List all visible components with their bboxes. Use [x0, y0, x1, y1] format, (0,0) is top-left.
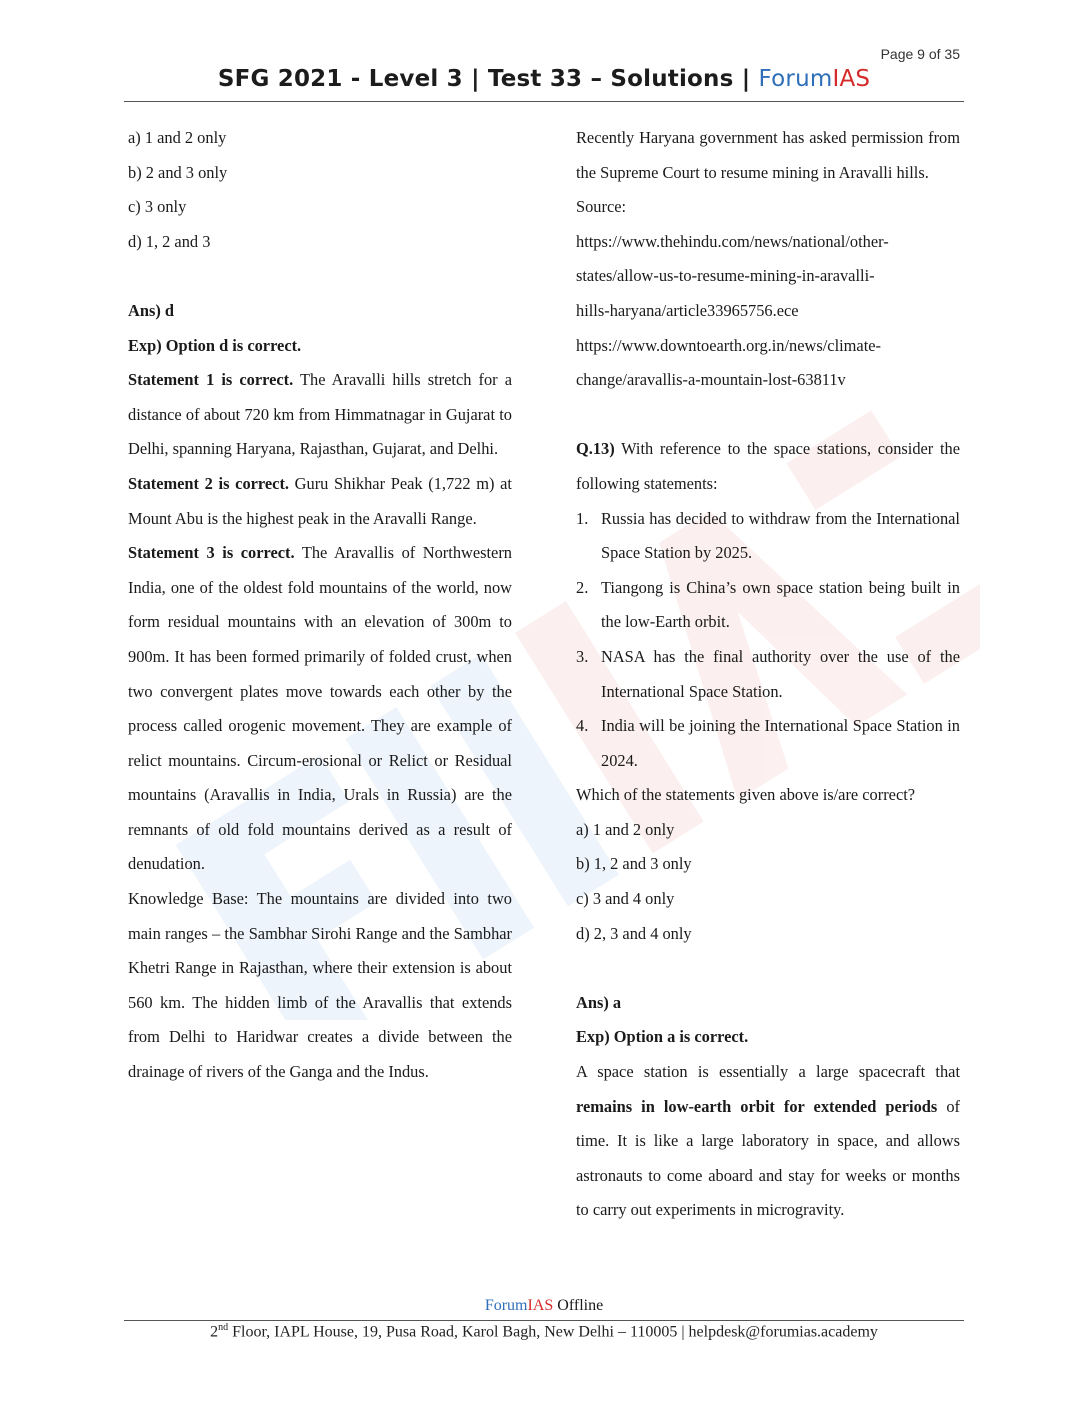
statement-number: 4. — [576, 716, 589, 736]
answer: Ans) d — [128, 300, 175, 320]
footer-brand-offline: Offline — [553, 1297, 604, 1314]
header-divider — [124, 101, 964, 102]
answer: Ans) a — [576, 992, 622, 1012]
statement-1-text: The Aravalli hills stretch for a distance of about 720 km from Himmatnagar in Gujarat to Delhi, spanning Haryana, Rajasthan, Gujarat, and Delhi. — [128, 370, 512, 459]
list-item — [576, 502, 960, 571]
list-item — [576, 571, 960, 640]
source-url-1-line-3[interactable]: hills-haryana/article33965756.ece — [576, 300, 799, 320]
question-text: With reference to the space stations, consider the following statements: — [576, 439, 960, 493]
option-c: c) 3 and 4 only — [576, 889, 675, 909]
question-number: Q.13) — [576, 439, 615, 459]
option-d: d) 1, 2 and 3 — [128, 231, 211, 251]
left-column — [128, 121, 512, 1090]
address-floor: 2 — [210, 1323, 219, 1341]
source-url-2-line-2[interactable]: change/aravallis-a-mountain-lost-63811v — [576, 370, 846, 390]
brand-forum: Forum — [758, 66, 833, 92]
source-url-1-line-1[interactable]: https://www.thehindu.com/news/national/other- — [576, 231, 889, 251]
paragraph-text-a: A space station is essentially a large spacecraft that — [576, 1062, 960, 1082]
statement-1-explanation — [128, 363, 512, 467]
footer-brand-ias: IAS — [527, 1297, 554, 1314]
statement-text: India will be joining the International Space Station in 2024. — [601, 716, 960, 770]
statement-text: NASA has the final authority over the use of the International Space Station. — [601, 646, 960, 701]
title-text: SFG 2021 - Level 3 | Test 33 – Solutions | — [217, 66, 759, 92]
list-item — [576, 709, 960, 778]
statement-text: Russia has decided to withdraw from the International Space Station by 2025. — [601, 508, 960, 563]
footer-brand — [0, 1297, 1088, 1315]
paragraph-text-b: of time. It is like a large laboratory in space, and allows astronauts to come aboard and stay for weeks or months to carry out experiments in microgravity. — [576, 1096, 960, 1220]
list-item — [576, 640, 960, 709]
address-text: Floor, IAPL House, 19, Pusa Road, Karol Bagh, New Delhi – 110005 | helpdesk@forumias.academy — [228, 1323, 878, 1341]
statement-3-text: The Aravallis of Northwestern India, one of the oldest fold mountains of the world, now form residual mountains with an elevation of 300m to 900m. It has been formed primarily of folded crust, when two convergent plates move towards each other by the process called orogenic movement. They are example of relict mountains. Circum-erosional or Relict or Residual mountains (Aravallis in India, Urals in Russia) are the remnants of old fold mountains derived as a result of denudation. — [128, 543, 512, 874]
statement-text: Tiangong is China’s own space station being built in the low-Earth orbit. — [601, 577, 960, 632]
option-b: b) 2 and 3 only — [128, 162, 228, 182]
footer-address — [0, 1322, 1088, 1341]
statement-3-explanation — [128, 536, 512, 882]
option-d: d) 2, 3 and 4 only — [576, 923, 692, 943]
statement-1-label: Statement 1 is correct. — [128, 370, 294, 390]
paragraph-bold: remains in low-earth orbit for extended periods — [576, 1096, 938, 1116]
statement-2-label: Statement 2 is correct. — [128, 473, 289, 493]
statement-list — [576, 502, 960, 779]
footer-brand-forum: Forum — [484, 1297, 528, 1314]
statement-2-explanation — [128, 467, 512, 536]
knowledge-base: Knowledge Base: The mountains are divided into two main ranges – the Sambhar Sirohi Range and the Sambhar Khetri Range in Rajasthan, where their extension is about 560 km. The hidden limb of the Aravallis that extends from Delhi to Haridwar creates a divide between the drainage of rivers of the Ganga and the Indus. — [128, 889, 512, 1082]
right-column — [576, 121, 960, 1228]
option-a: a) 1 and 2 only — [576, 819, 675, 839]
statement-3-label: Statement 3 is correct. — [128, 543, 295, 563]
brand-ias: IAS — [832, 66, 871, 92]
statement-number: 2. — [576, 577, 589, 597]
option-b: b) 1, 2 and 3 only — [576, 854, 692, 874]
explanation: Exp) Option d is correct. — [128, 335, 302, 355]
haryana-paragraph: Recently Haryana government has asked permission from the Supreme Court to resume mining in Aravalli hills. — [576, 128, 960, 182]
statement-2-text: Guru Shikhar Peak (1,722 m) at Mount Abu is the highest peak in the Aravalli Range. — [128, 473, 512, 528]
page-number: Page 9 of 35 — [880, 46, 960, 62]
source-url-1-line-2[interactable]: states/allow-us-to-resume-mining-in-aravalli- — [576, 266, 875, 286]
question-13 — [576, 432, 960, 501]
explanation: Exp) Option a is correct. — [576, 1027, 749, 1047]
page-title — [124, 66, 964, 92]
address-floor-suffix: nd — [218, 1322, 229, 1333]
space-station-paragraph — [576, 1055, 960, 1228]
source-url-2-line-1[interactable]: https://www.downtoearth.org.in/news/climate- — [576, 335, 881, 355]
which-question: Which of the statements given above is/are correct? — [576, 785, 916, 805]
option-a: a) 1 and 2 only — [128, 128, 227, 147]
statement-number: 3. — [576, 646, 589, 666]
footer-divider — [124, 1320, 964, 1321]
statement-number: 1. — [576, 508, 589, 528]
source-label: Source: — [576, 197, 627, 217]
option-c: c) 3 only — [128, 197, 187, 217]
